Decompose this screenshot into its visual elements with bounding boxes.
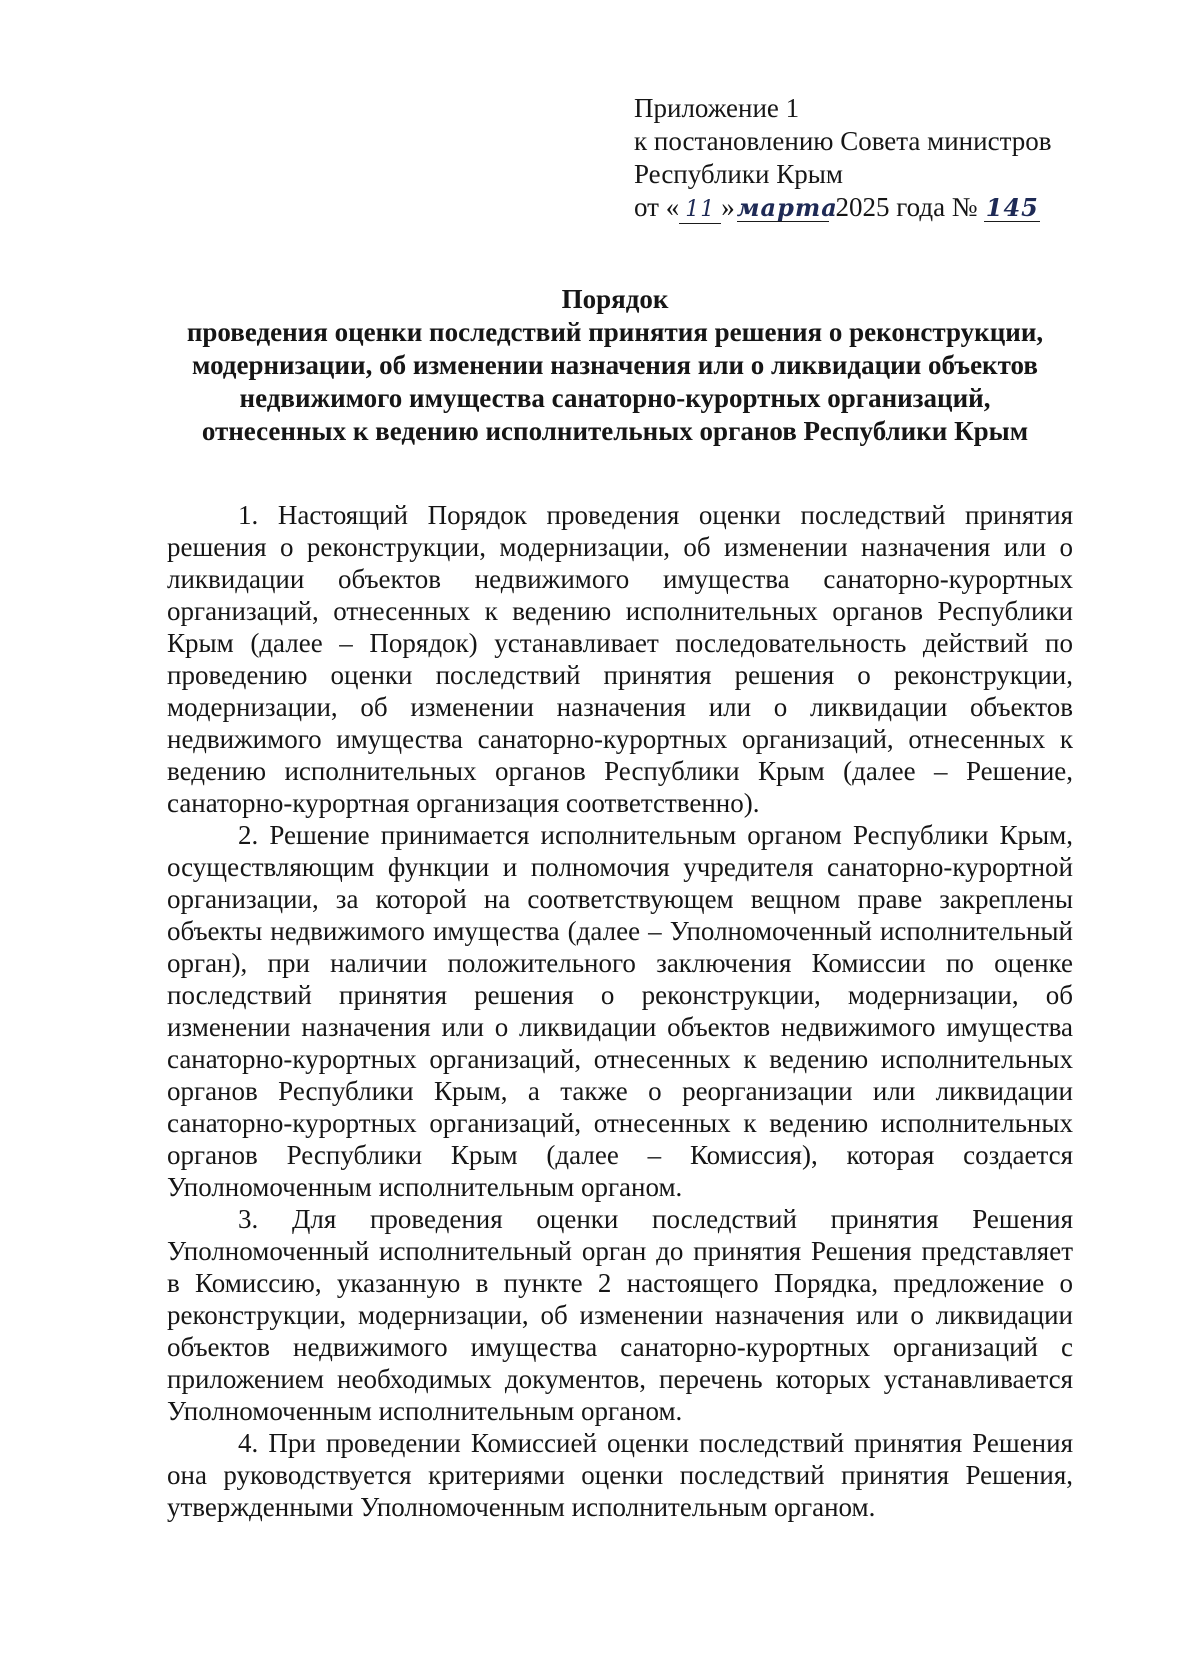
republic-name: Республики Крым: [634, 159, 843, 189]
appendix-header: [634, 92, 1114, 224]
title-line-1: проведения оценки последствий принятия решения о реконструкции,: [186, 317, 1044, 347]
date-year-text: 2025 года №: [835, 192, 978, 222]
paragraph-4: 4. При проведении Комиссией оценки последствий принятия Решения она руководствуется критериями оценки последствий принятия Решения, утвержденными Уполномоченным исполнительным органом.: [167, 1428, 1073, 1522]
handwritten-day: 11: [679, 197, 721, 224]
document-title: [140, 283, 1090, 448]
handwritten-month: марта: [736, 193, 838, 222]
document-body: [167, 499, 1073, 1523]
paragraph-2: 2. Решение принимается исполнительным органом Республики Крым, осуществляющим функции и полномочия учредителя санаторно-курортной организации, за которой на соответствующем вещном праве закреплены объекты недвижимого имущества (далее – Уполномоченный исполнительный орган), при наличии положительного заключения Комиссии по оценке последствий принятия решения о реконструкции, модернизации, об изменении назначения или о ликвидации объектов недвижимого имущества санаторно-курортных организаций, отнесенных к ведению исполнительных органов Республики Крым, а также о реорганизации или ликвидации санаторно-курортных организаций, отнесенных к ведению исполнительных органов Республики Крым (далее – Комиссия), которая создается Уполномоченным исполнительным органом.: [167, 820, 1073, 1202]
appendix-label: Приложение 1: [634, 93, 800, 123]
title-line-2: модернизации, об изменении назначения или о ликвидации объектов: [192, 350, 1038, 380]
handwritten-doc-number: 145: [985, 193, 1039, 222]
title-line-3: недвижимого имущества санаторно-курортных организаций,: [239, 383, 991, 413]
title-line-4: отнесенных к ведению исполнительных органов Республики Крым: [201, 416, 1029, 446]
date-quote-close: »: [721, 192, 735, 222]
paragraph-3: 3. Для проведения оценки последствий принятия Решения Уполномоченный исполнительный орган до принятия Решения представляет в Комиссию, указанную в пункте 2 настоящего Порядка, предложение о реконструкции, модернизации, об изменении назначения или о ликвидации объектов недвижимого имущества санаторно-курортных организаций с приложением необходимых документов, перечень которых устанавливается Уполномоченным исполнительным органом.: [167, 1204, 1073, 1426]
title-heading: Порядок: [561, 284, 669, 314]
date-prefix: от «: [634, 192, 680, 222]
resolution-reference: к постановлению Совета министров: [634, 126, 1052, 156]
paragraph-1: 1. Настоящий Порядок проведения оценки последствий принятия решения о реконструкции, модернизации, об изменении назначения или о ликвидации объектов недвижимого имущества санаторно-курортных организаций, отнесенных к ведению исполнительных органов Республики Крым (далее – Порядок) устанавливает последовательность действий по проведению оценки последствий принятия решения о реконструкции, модернизации, об изменении назначения или о ликвидации объектов недвижимого имущества санаторно-курортных организаций, отнесенных к ведению исполнительных органов Республики Крым (далее – Решение, санаторно-курортная организация соответственно).: [167, 500, 1073, 818]
date-line: [634, 191, 1114, 224]
